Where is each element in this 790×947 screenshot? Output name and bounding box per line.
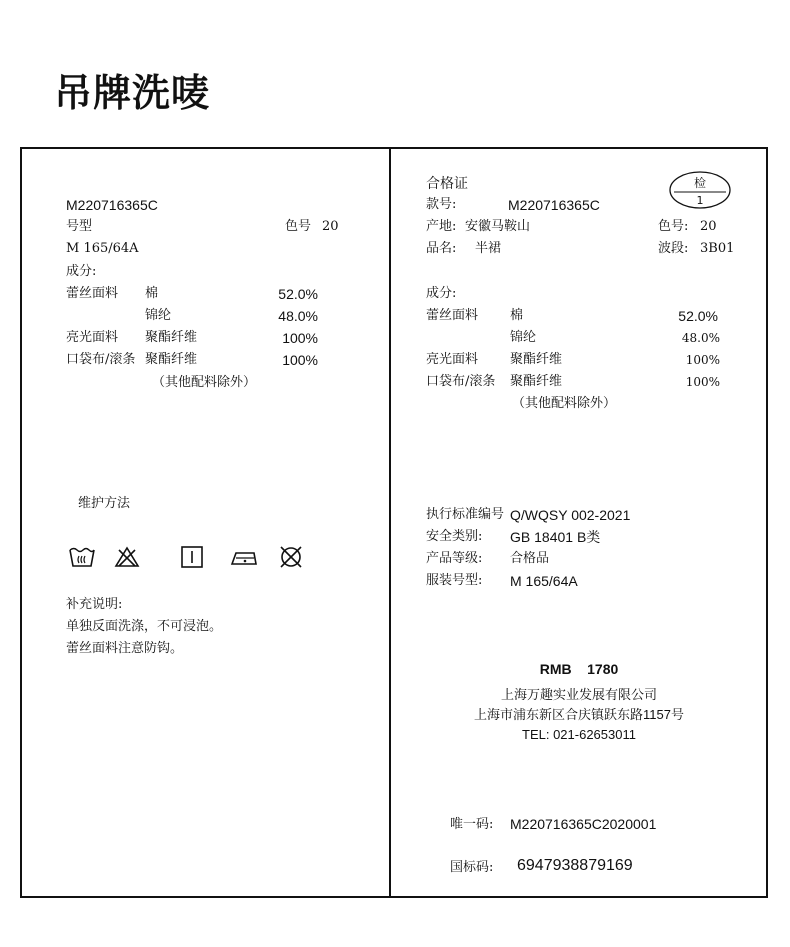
company-tel: TEL: 021-62653011 (522, 727, 636, 742)
product-name-label: 品名: (426, 241, 457, 256)
left-row-material: 聚酯纤维 (145, 352, 198, 367)
company-address: 上海市浦东新区合庆镇跃东路1157号 (474, 707, 684, 722)
standard-label: 执行标准编号 (426, 507, 505, 522)
left-code: M220716365C (66, 197, 158, 213)
left-note: （其他配料除外） (152, 375, 257, 390)
origin-label: 产地: (426, 219, 457, 234)
right-row-part: 口袋布/滚条 (426, 374, 496, 389)
safety-value: GB 18401 B类 (510, 529, 601, 545)
no-bleach-icon (113, 544, 141, 570)
left-care-label: 维护方法 (78, 496, 131, 511)
garment-size-value: M 165/64A (510, 573, 578, 589)
left-row-part: 蕾丝面料 (66, 286, 119, 301)
band-label: 波段: (658, 241, 689, 256)
right-row-material: 棉 (510, 308, 524, 323)
origin-value: 安徽马鞍山 (465, 219, 531, 234)
hangtag-card (20, 147, 768, 898)
page-title: 吊牌洗唛 (54, 71, 211, 115)
right-color-label: 色号: (658, 219, 689, 234)
barcode-label: 国标码: (450, 860, 494, 875)
style-value: M220716365C (508, 197, 600, 213)
no-dry-clean-icon (277, 544, 305, 570)
right-row-part: 亮光面料 (426, 352, 479, 367)
right-row-part: 蕾丝面料 (426, 308, 479, 323)
stamp-number: 1 (696, 194, 704, 207)
unique-code-label: 唯一码: (450, 817, 494, 832)
left-row-pct: 100% (282, 352, 318, 368)
left-supplement-label: 补充说明: (66, 597, 123, 612)
left-color-label: 色号 (285, 219, 312, 234)
left-supplement-line: 蕾丝面料注意防钩。 (66, 641, 184, 656)
safety-label: 安全类别: (426, 529, 483, 544)
inspection-stamp-icon (668, 170, 732, 210)
barcode-value: 6947938879169 (517, 857, 633, 874)
left-row-pct: 52.0% (278, 286, 318, 302)
right-color-value: 20 (700, 219, 717, 234)
iron-low-icon (228, 544, 260, 570)
right-row-material: 聚酯纤维 (510, 352, 563, 367)
stamp-text: 检 (693, 176, 707, 190)
left-row-material: 聚酯纤维 (145, 330, 198, 345)
right-note: （其他配料除外） (512, 396, 617, 411)
cert-title: 合格证 (426, 176, 468, 192)
company-name: 上海万趣实业发展有限公司 (500, 687, 657, 702)
left-color-value: 20 (322, 219, 339, 234)
price: RMB 1780 (539, 661, 619, 677)
band-value: 3B01 (700, 241, 735, 256)
left-row-part: 亮光面料 (66, 330, 119, 345)
left-row-material: 棉 (145, 286, 159, 301)
standard-value: Q/WQSY 002-2021 (510, 507, 631, 523)
right-row-pct: 100% (685, 353, 720, 367)
left-row-pct: 48.0% (278, 308, 318, 324)
right-composition-label: 成分: (426, 286, 457, 301)
left-supplement-line: 单独反面洗涤，不可浸泡。 (66, 619, 223, 634)
style-label: 款号: (426, 197, 457, 212)
left-row-material: 锦纶 (145, 308, 172, 323)
left-composition-label: 成分: (66, 264, 97, 279)
grade-label: 产品等级: (426, 551, 483, 566)
right-row-pct: 48.0% (681, 331, 720, 345)
card-divider (389, 147, 391, 898)
right-row-material: 聚酯纤维 (510, 374, 563, 389)
tumble-dry-icon (178, 544, 206, 570)
left-row-pct: 100% (282, 330, 318, 346)
left-size: M 165/64A (66, 241, 139, 256)
garment-size-label: 服装号型: (426, 573, 483, 588)
left-model-label: 号型 (66, 219, 93, 234)
grade-value: 合格品 (510, 551, 550, 566)
wash-40-icon (68, 544, 96, 570)
unique-code-value: M220716365C2020001 (510, 816, 657, 832)
right-row-pct: 100% (685, 375, 720, 389)
right-row-material: 锦纶 (510, 330, 537, 345)
right-row-pct: 52.0% (678, 308, 718, 324)
product-name-value: 半裙 (475, 241, 502, 256)
left-row-part: 口袋布/滚条 (66, 352, 136, 367)
